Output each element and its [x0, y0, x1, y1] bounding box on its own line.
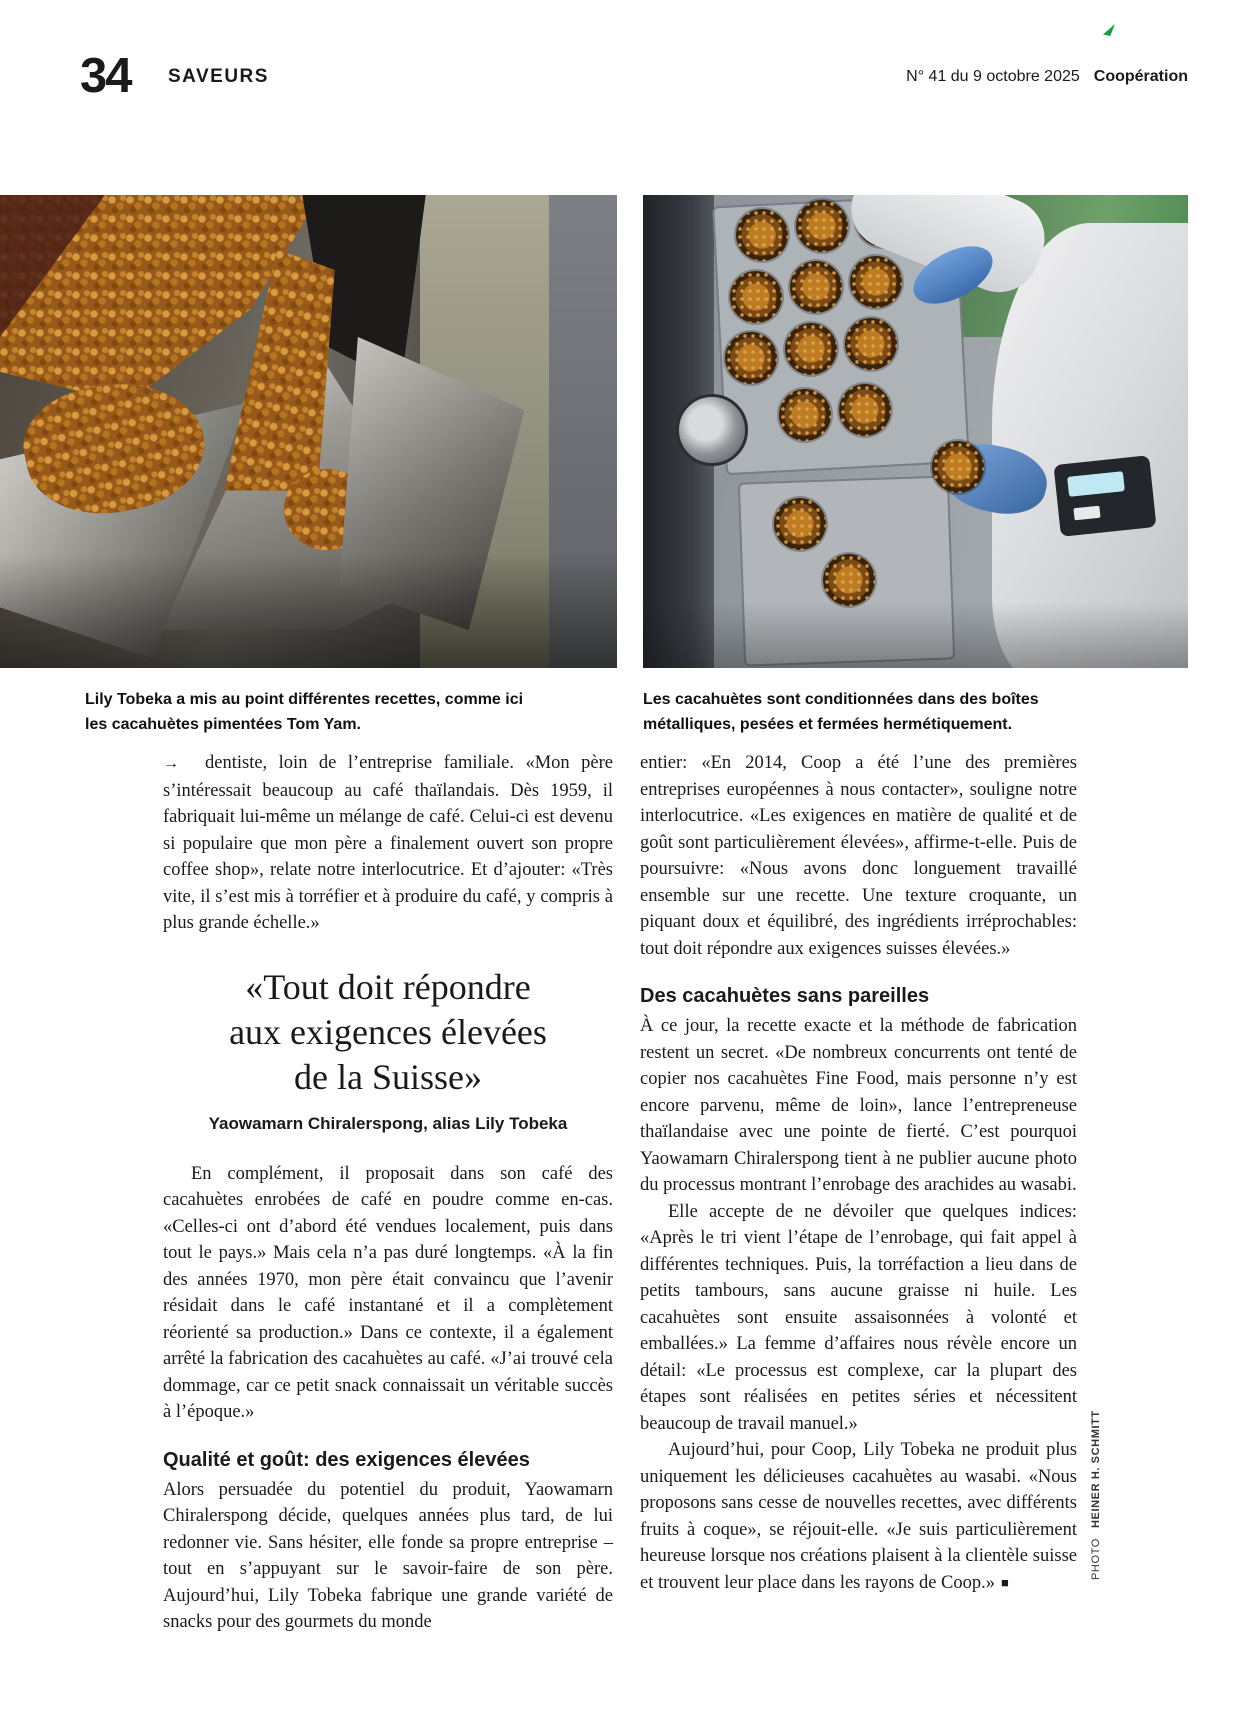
issue-info — [906, 68, 1188, 86]
issue-number: N° 41 du 9 octobre 2025 — [906, 68, 1080, 85]
peanut-can-held — [932, 441, 984, 493]
green-corner-mark-icon — [1103, 24, 1115, 36]
caption-right — [643, 687, 1153, 737]
peanut-can — [796, 200, 848, 252]
pull-quote — [163, 965, 613, 1100]
caption-line: les cacahuètes pimentées Tom Yam. — [85, 716, 361, 733]
article-column-right — [640, 750, 1077, 1596]
shadow-vignette — [643, 602, 1188, 668]
caption-line: Lily Tobeka a mis au point différentes recettes, comme ici — [85, 691, 524, 708]
paragraph: Alors persuadée du potentiel du produit, Yaowamarn Chiralerspong décide, quelques années plus tard, de lui redonner vie. Sans hésiter, elle fonde sa propre entreprise – tout en s’appuyant sur le savoir-faire de son père. Aujourd’hui, Lily Tobeka fabrique une grande variété de snacks pour des gourmets du monde — [163, 1479, 613, 1632]
paragraph: À ce jour, la recette exacte et la méthode de fabrication restent un secret. «De nombreux concurrents ont tenté de copier nos cacahuètes Fine Food, mais personne n’y est encore parvenu, même de loin», lance l’entrepreneuse thaïlandaise avec une pointe de fierté. C’est pourquoi Yaowamarn Chiralerspong tient à ne publier aucune photo du processus montrant l’enrobage des arachides au wasabi. — [640, 1016, 1077, 1195]
shadow-vignette — [0, 554, 617, 668]
open-tin — [676, 394, 748, 466]
photo-credit — [1090, 1335, 1102, 1580]
peanut-can — [845, 318, 897, 370]
peanut-can — [790, 261, 842, 313]
photo-packing-line — [643, 195, 1188, 668]
page-number: 34 — [80, 49, 131, 103]
paragraph — [163, 750, 613, 937]
paragraph — [640, 1437, 1077, 1596]
magazine-brand: Coopération — [1093, 68, 1188, 85]
paragraph: Elle accepte de ne dévoiler que quelques indices: «Après le tri vient l’étape de l’enrobage, qui fait appel à différentes techniques. Puis, la torréfaction a lieu dans de petits tambours, sans aucune graisse ni huile. Les cacahuètes sont ensuite assaisonnées à volonté et emballées.» La femme d’affaires nous révèle encore un détail: «Le processus est complexe, car la plupart des étapes sont réalisées en petites séries et nécessitent beaucoup de travail manuel.» — [640, 1201, 1077, 1434]
pull-quote-line: de la Suisse» — [294, 1056, 482, 1097]
pull-quote-line: aux exigences élevées — [229, 1011, 547, 1052]
peanut-can — [736, 209, 788, 261]
subheading-peanuts: Des cacahuètes sans pareilles — [640, 985, 930, 1007]
caption-line: Les cacahuètes sont conditionnées dans des boîtes — [643, 691, 1039, 708]
continuation-arrow-icon: → — [163, 755, 179, 772]
photo-peanut-machine — [0, 195, 617, 668]
paragraph: entier: «En 2014, Coop a été l’une des premières entreprises européennes à nous contacter», souligne notre interlocutrice. «Les exigences en matière de qualité et de goût sont particulièrement élevées», affirme-t-elle. Puis de poursuivre: «Nous avons donc longuement travaillé ensemble sur une recette. Une texture croquante, un piquant doux et équilibré, des ingrédients irréprochables: tout doit répondre aux exigences suisses élevées.» — [640, 753, 1077, 959]
caption-left — [85, 687, 605, 737]
peanut-can — [779, 389, 831, 441]
paragraph-text: dentiste, loin de l’entreprise familiale. «Mon père s’intéressait beaucoup au café thaïlandais. Dès 1959, il fabriquait lui-même un mélange de café. Celui-ci est devenu si populaire que mon père a finalement ouvert son propre coffee shop», relate notre interlocutrice. Et d’ajouter: «Très vite, il s’est mis à torréfier et à produire du café, y compris à plus grande échelle.» — [163, 753, 613, 933]
subheading-quality: Qualité et goût: des exigences élevées — [163, 1448, 530, 1471]
caption-line: métalliques, pesées et fermées hermétiquement. — [643, 716, 1013, 733]
peanut-can — [725, 332, 777, 384]
paragraph: En complément, il proposait dans son café des cacahuètes enrobées de café en poudre comme en-cas. «Celles-ci ont d’abord été vendues localement, puis dans tout le pays.» Mais cela n’a pas duré longtemps. «À la fin des années 1970, mon père était convaincu que l’avenir résidait dans le café instantané et il a complètement réorienté sa production.» Dans ce contexte, il a également arrêté la fabrication des cacahuètes au café. «J’ai trouvé cela dommage, car ce petit snack connaissait un véritable succès à l’époque.» — [163, 1163, 613, 1422]
article-column-left — [163, 750, 613, 1636]
peanut-can — [730, 271, 782, 323]
peanut-can — [774, 498, 826, 550]
peanut-can — [785, 323, 837, 375]
photo-credit-name: HEINER H. SCHMITT — [1090, 1410, 1102, 1529]
section-label: SAVEURS — [168, 66, 269, 87]
pull-quote-attribution: Yaowamarn Chiralerspong, alias Lily Tobeka — [208, 1113, 568, 1133]
paragraph-text: Aujourd’hui, pour Coop, Lily Tobeka ne produit plus uniquement les délicieuses cacahuètes au wasabi. «Nous proposons sans cesse de nouvelles recettes, avec différents fruits à coque», se réjouit-elle. «Je suis particulièrement heureuse lorsque nos créations plaisent à la clientèle suisse et trouvent leur place dans les rayons de Coop.» — [640, 1440, 1077, 1593]
peanut-can — [839, 384, 891, 436]
article-end-mark: ■ — [1001, 1574, 1009, 1590]
photo-credit-label: PHOTO — [1090, 1538, 1102, 1580]
peanut-can — [823, 554, 875, 606]
pull-quote-line: «Tout doit répondre — [245, 966, 531, 1007]
